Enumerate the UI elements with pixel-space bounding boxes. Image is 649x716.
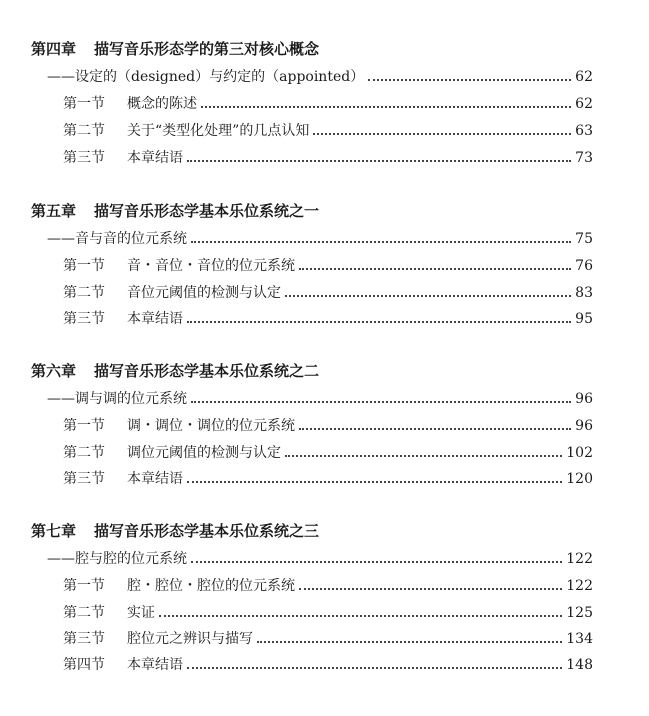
page-number: 62 — [575, 96, 593, 112]
chapter-subtitle: ——设定的（designed）与约定的（appointed） — [47, 69, 365, 85]
page-number: 96 — [575, 391, 593, 407]
page-number: 95 — [575, 311, 593, 327]
section-number: 第二节 — [63, 605, 105, 621]
page-number: 134 — [566, 631, 593, 647]
section-entry[interactable] — [63, 122, 593, 140]
section-entry[interactable] — [63, 310, 593, 328]
section-entry[interactable] — [63, 577, 593, 595]
chapter-subtitle: ——音与音的位元系统 — [47, 231, 187, 247]
section-title: 调・调位・调位的位元系统 — [127, 418, 295, 434]
dot-leader — [191, 561, 562, 563]
dot-leader — [187, 321, 571, 323]
page-number: 122 — [566, 578, 593, 594]
section-entry[interactable] — [63, 257, 593, 275]
page-number: 75 — [575, 231, 593, 247]
section-entry[interactable] — [63, 95, 593, 113]
section-number: 第四节 — [63, 657, 105, 673]
section-entry[interactable] — [63, 656, 593, 674]
dot-leader — [285, 295, 571, 297]
page-number: 63 — [575, 123, 593, 139]
chapter-subtitle-entry[interactable] — [47, 68, 593, 86]
section-title: 概念的陈述 — [127, 96, 197, 112]
chapter-number: 第六章 — [31, 362, 77, 380]
chapter-title: 描写音乐形态学基本乐位系统之一 — [94, 202, 320, 220]
chapter-subtitle-entry[interactable] — [47, 550, 593, 568]
page-number: 83 — [575, 285, 593, 301]
dot-leader — [299, 268, 571, 270]
page-number: 73 — [575, 150, 593, 166]
chapter-subtitle-entry[interactable] — [47, 230, 593, 248]
section-entry[interactable] — [63, 604, 593, 622]
section-number: 第二节 — [63, 285, 105, 301]
page-number: 120 — [566, 471, 593, 487]
dot-leader — [313, 133, 571, 135]
page-number: 62 — [575, 69, 593, 85]
section-title: 音位元阈值的检测与认定 — [127, 285, 281, 301]
section-title: 音・音位・音位的位元系统 — [127, 258, 295, 274]
dot-leader — [285, 455, 562, 457]
section-title: 调位元阈值的检测与认定 — [127, 445, 281, 461]
chapter-title: 描写音乐形态学基本乐位系统之三 — [94, 522, 320, 540]
section-title: 本章结语 — [127, 311, 183, 327]
section-number: 第一节 — [63, 96, 105, 112]
dot-leader — [187, 481, 562, 483]
chapter-subtitle: ——调与调的位元系统 — [47, 391, 187, 407]
section-entry[interactable] — [63, 630, 593, 648]
chapter-title: 描写音乐形态学基本乐位系统之二 — [94, 362, 320, 380]
chapter-subtitle-entry[interactable] — [47, 390, 593, 408]
chapter-title: 描写音乐形态学的第三对核心概念 — [94, 40, 320, 58]
chapter-heading — [31, 362, 319, 380]
section-title: 腔・腔位・腔位的位元系统 — [127, 578, 295, 594]
chapter-number: 第七章 — [31, 522, 77, 540]
dot-leader — [191, 401, 571, 403]
section-title: 腔位元之辨识与描写 — [127, 631, 253, 647]
section-number: 第三节 — [63, 150, 105, 166]
section-entry[interactable] — [63, 470, 593, 488]
section-number: 第一节 — [63, 418, 105, 434]
chapter-subtitle: ——腔与腔的位元系统 — [47, 551, 187, 567]
dot-leader — [299, 428, 571, 430]
section-title: 实证 — [127, 605, 155, 621]
chapter-heading — [31, 202, 319, 220]
page-number: 76 — [575, 258, 593, 274]
section-title: 关于“类型化处理”的几点认知 — [127, 123, 310, 139]
section-entry[interactable] — [63, 284, 593, 302]
dot-leader — [191, 241, 571, 243]
dot-leader — [187, 160, 571, 162]
section-number: 第二节 — [63, 123, 105, 139]
section-entry[interactable] — [63, 417, 593, 435]
section-number: 第一节 — [63, 258, 105, 274]
section-number: 第二节 — [63, 445, 105, 461]
section-number: 第三节 — [63, 631, 105, 647]
dot-leader — [187, 667, 562, 669]
page-number: 148 — [566, 657, 593, 673]
page-number: 96 — [575, 418, 593, 434]
chapter-number: 第四章 — [31, 40, 77, 58]
section-entry[interactable] — [63, 149, 593, 167]
page-number: 122 — [566, 551, 593, 567]
dot-leader — [299, 588, 562, 590]
dot-leader — [159, 615, 562, 617]
dot-leader — [201, 106, 571, 108]
page-number: 125 — [566, 605, 593, 621]
section-title: 本章结语 — [127, 657, 183, 673]
chapter-heading — [31, 522, 319, 540]
section-entry[interactable] — [63, 444, 593, 462]
dot-leader — [368, 79, 571, 81]
section-number: 第一节 — [63, 578, 105, 594]
dot-leader — [257, 641, 562, 643]
section-number: 第三节 — [63, 471, 105, 487]
chapter-number: 第五章 — [31, 202, 77, 220]
section-title: 本章结语 — [127, 471, 183, 487]
section-number: 第三节 — [63, 311, 105, 327]
page-number: 102 — [566, 445, 593, 461]
section-title: 本章结语 — [127, 150, 183, 166]
chapter-heading — [31, 40, 319, 58]
